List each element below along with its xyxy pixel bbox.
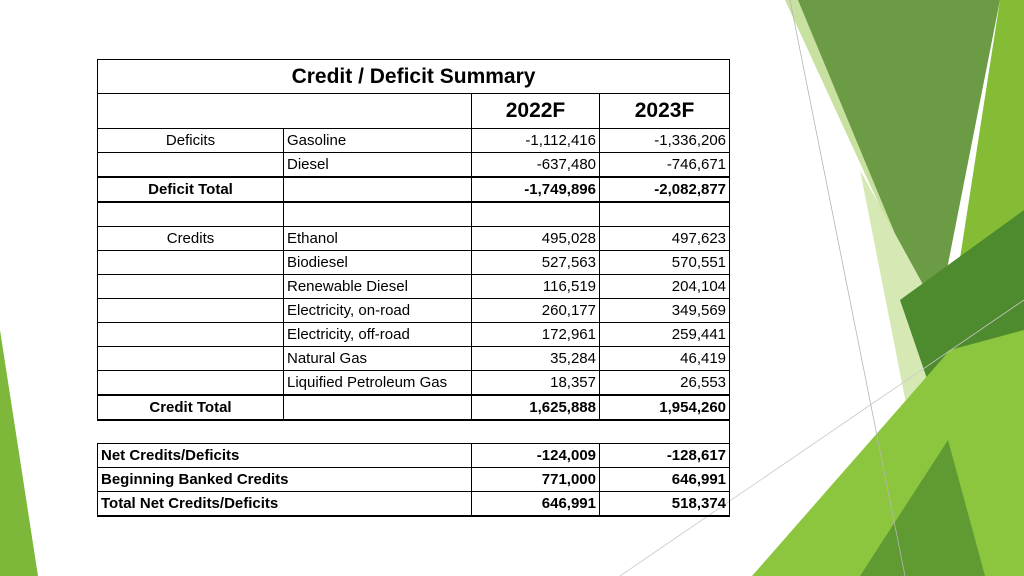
table-row [98, 299, 730, 323]
row-label: Liquified Petroleum Gas [284, 371, 472, 396]
value-2023: 46,419 [600, 347, 730, 371]
blank-row [98, 202, 730, 227]
value-2023: 204,104 [600, 275, 730, 299]
table-row [98, 251, 730, 275]
value-2022: 172,961 [472, 323, 600, 347]
credit-total-label: Credit Total [98, 395, 284, 420]
row-label: Natural Gas [284, 347, 472, 371]
value-2022: 116,519 [472, 275, 600, 299]
summary-row [98, 468, 730, 492]
section-label-deficits: Deficits [98, 129, 284, 153]
deficit-total-2022: -1,749,896 [472, 177, 600, 202]
row-label: Gasoline [284, 129, 472, 153]
value-2022: -1,112,416 [472, 129, 600, 153]
summary-2022: -124,009 [472, 444, 600, 468]
summary-2023: -128,617 [600, 444, 730, 468]
summary-row [98, 444, 730, 468]
row-label: Renewable Diesel [284, 275, 472, 299]
summary-label: Net Credits/Deficits [98, 444, 472, 468]
deficit-total-label: Deficit Total [98, 177, 284, 202]
value-2023: 497,623 [600, 227, 730, 251]
value-2023: 570,551 [600, 251, 730, 275]
summary-2022: 771,000 [472, 468, 600, 492]
summary-2023: 646,991 [600, 468, 730, 492]
value-2022: 35,284 [472, 347, 600, 371]
value-2023: 349,569 [600, 299, 730, 323]
spacer-row [98, 420, 730, 444]
left-green-wedge [0, 330, 38, 576]
value-2022: 527,563 [472, 251, 600, 275]
table-row [98, 227, 730, 251]
credit-total-row [98, 395, 730, 420]
header-blank [98, 94, 472, 129]
summary-row [98, 492, 730, 517]
summary-label: Total Net Credits/Deficits [98, 492, 472, 517]
deficit-total-row [98, 177, 730, 202]
section-label-credits: Credits [98, 227, 284, 251]
value-2023: -746,671 [600, 153, 730, 178]
column-2023: 2023F [600, 94, 730, 129]
row-label: Ethanol [284, 227, 472, 251]
row-label: Electricity, off-road [284, 323, 472, 347]
row-label: Diesel [284, 153, 472, 178]
deficit-total-2023: -2,082,877 [600, 177, 730, 202]
column-2022: 2022F [472, 94, 600, 129]
table-row [98, 371, 730, 396]
table-row [98, 153, 730, 178]
table-row [98, 275, 730, 299]
value-2022: 18,357 [472, 371, 600, 396]
summary-2022: 646,991 [472, 492, 600, 517]
summary-2023: 518,374 [600, 492, 730, 517]
table-row [98, 323, 730, 347]
value-2022: -637,480 [472, 153, 600, 178]
table-title: Credit / Deficit Summary [98, 60, 730, 94]
row-label: Biodiesel [284, 251, 472, 275]
value-2023: -1,336,206 [600, 129, 730, 153]
credit-total-2023: 1,954,260 [600, 395, 730, 420]
row-label: Electricity, on-road [284, 299, 472, 323]
summary-label: Beginning Banked Credits [98, 468, 472, 492]
credit-total-2022: 1,625,888 [472, 395, 600, 420]
value-2023: 259,441 [600, 323, 730, 347]
table-row [98, 129, 730, 153]
value-2022: 495,028 [472, 227, 600, 251]
value-2023: 26,553 [600, 371, 730, 396]
credit-deficit-table [97, 59, 730, 517]
value-2022: 260,177 [472, 299, 600, 323]
table-row [98, 347, 730, 371]
